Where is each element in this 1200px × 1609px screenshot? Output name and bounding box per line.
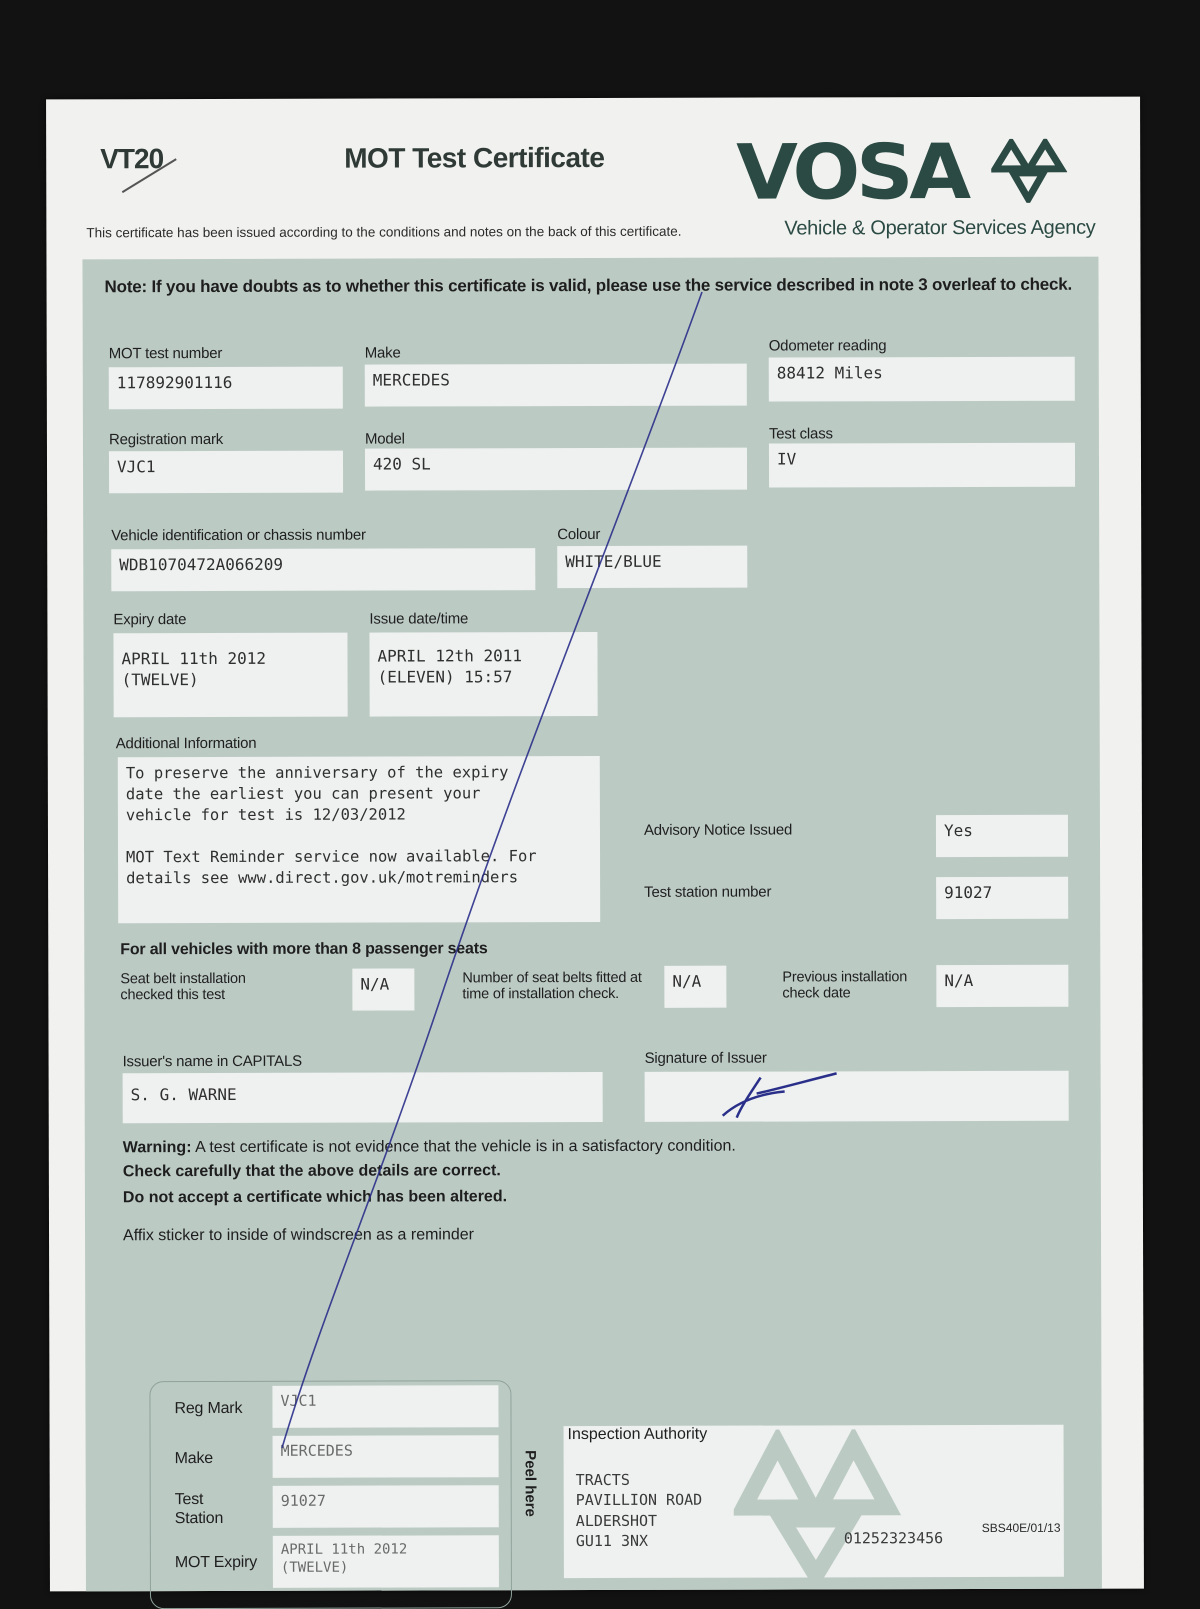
sticker-make-field: MERCEDES (273, 1435, 499, 1478)
warning-line-1: Warning: A test certificate is not evidence that the vehicle is in a satisfactory condition. (122, 1137, 736, 1157)
triangles-logo-icon (991, 139, 1067, 203)
sticker-station-label: Test Station (174, 1491, 224, 1528)
advisory-label: Advisory Notice Issued (643, 821, 793, 839)
signature-label: Signature of Issuer (644, 1049, 767, 1067)
model-field: 420 SL (365, 448, 747, 491)
signature-field (645, 1071, 1069, 1122)
sticker-instruction: Affix sticker to inside of windscreen as a reminder (123, 1226, 475, 1245)
vosa-logo: VOSA (736, 127, 967, 217)
make-label: Make (364, 344, 401, 362)
test-class-field: IV (769, 443, 1075, 488)
previous-check-label: Previous installation check date (782, 969, 908, 1002)
issuer-name-field: S. G. WARNE (123, 1072, 603, 1123)
seat-belt-checked-label: Seat belt installation checked this test (120, 970, 246, 1004)
odometer-field: 88412 Miles (769, 357, 1075, 402)
mot-test-number-field: 117892901116 (109, 367, 343, 410)
inspection-phone: 01252323456 (843, 1529, 944, 1548)
seats-heading: For all vehicles with more than 8 passenger seats (120, 940, 488, 959)
colour-label: Colour (557, 525, 601, 544)
certificate-paper (46, 97, 1144, 1592)
seat-belt-count-label: Number of seat belts fitted at time of installation check. (462, 969, 642, 1003)
peel-here-label: Peel here (521, 1450, 539, 1517)
vin-field: WDB1070472A066209 (111, 548, 535, 591)
inspection-authority-box (564, 1425, 1064, 1578)
sticker-reg-field: VJC1 (272, 1385, 498, 1428)
agency-name: Vehicle & Operator Services Agency (784, 216, 1096, 240)
test-station-field: 91027 (936, 877, 1068, 919)
make-field: MERCEDES (365, 364, 747, 407)
windscreen-sticker[interactable] (149, 1380, 512, 1609)
sticker-expiry-label: MOT Expiry (174, 1553, 258, 1572)
odometer-label: Odometer reading (768, 337, 887, 355)
form-reference: SBS40E/01/13 (981, 1520, 1061, 1535)
page-title: MOT Test Certificate (344, 141, 605, 174)
expiry-label: Expiry date (113, 611, 187, 629)
sticker-expiry-field: APRIL 11th 2012 (TWELVE) (273, 1535, 499, 1588)
previous-check-field: N/A (936, 965, 1068, 1007)
sticker-make-label: Make (174, 1450, 213, 1468)
issuer-name-label: Issuer's name in CAPITALS (122, 1052, 302, 1071)
signature-scribble (645, 1071, 1069, 1122)
intro-text: This certificate has been issued according to the conditions and notes on the back of this certificate. (86, 223, 682, 241)
expiry-field: APRIL 11th 2012 (TWELVE) (113, 633, 347, 718)
issue-field: APRIL 12th 2011 (ELEVEN) 15:57 (369, 632, 597, 717)
advisory-field: Yes (936, 815, 1068, 857)
test-station-label: Test station number (644, 883, 772, 901)
seat-belt-checked-field: N/A (352, 968, 414, 1010)
additional-info-label: Additional Information (115, 734, 257, 753)
test-class-label: Test class (768, 425, 833, 443)
certificate-panel (82, 257, 1101, 1592)
validity-note: Note: If you have doubts as to whether this certificate is valid, please use the service described in note 3 overleaf to check. (104, 274, 1073, 297)
warning-line-3: Do not accept a certificate which has been altered. (122, 1188, 508, 1207)
seat-belt-count-field: N/A (664, 966, 726, 1008)
registration-label: Registration mark (108, 430, 224, 449)
issue-label: Issue date/time (369, 610, 469, 628)
additional-info-field: To preserve the anniversary of the expiry date the earliest you can present your vehicle for test is 12/03/2012 MOT Text Reminder service now available. For details see www.direct.gov.uk/motreminders (118, 756, 600, 923)
form-code: VT20 (100, 143, 164, 175)
sticker-reg-label: Reg Mark (174, 1399, 243, 1418)
model-label: Model (364, 430, 405, 448)
inspection-address: TRACTS PAVILLION ROAD ALDERSHOT GU11 3NX (575, 1470, 703, 1550)
inspection-triangles-icon (734, 1429, 904, 1579)
mot-test-number-label: MOT test number (108, 344, 223, 363)
colour-field: WHITE/BLUE (557, 546, 747, 588)
sticker-station-field: 91027 (273, 1485, 499, 1528)
vin-label: Vehicle identification or chassis number (111, 526, 366, 545)
inspection-authority-label: Inspection Authority (567, 1425, 708, 1444)
registration-field: VJC1 (109, 451, 343, 494)
warning-line-2: Check carefully that the above details are correct. (122, 1162, 501, 1181)
